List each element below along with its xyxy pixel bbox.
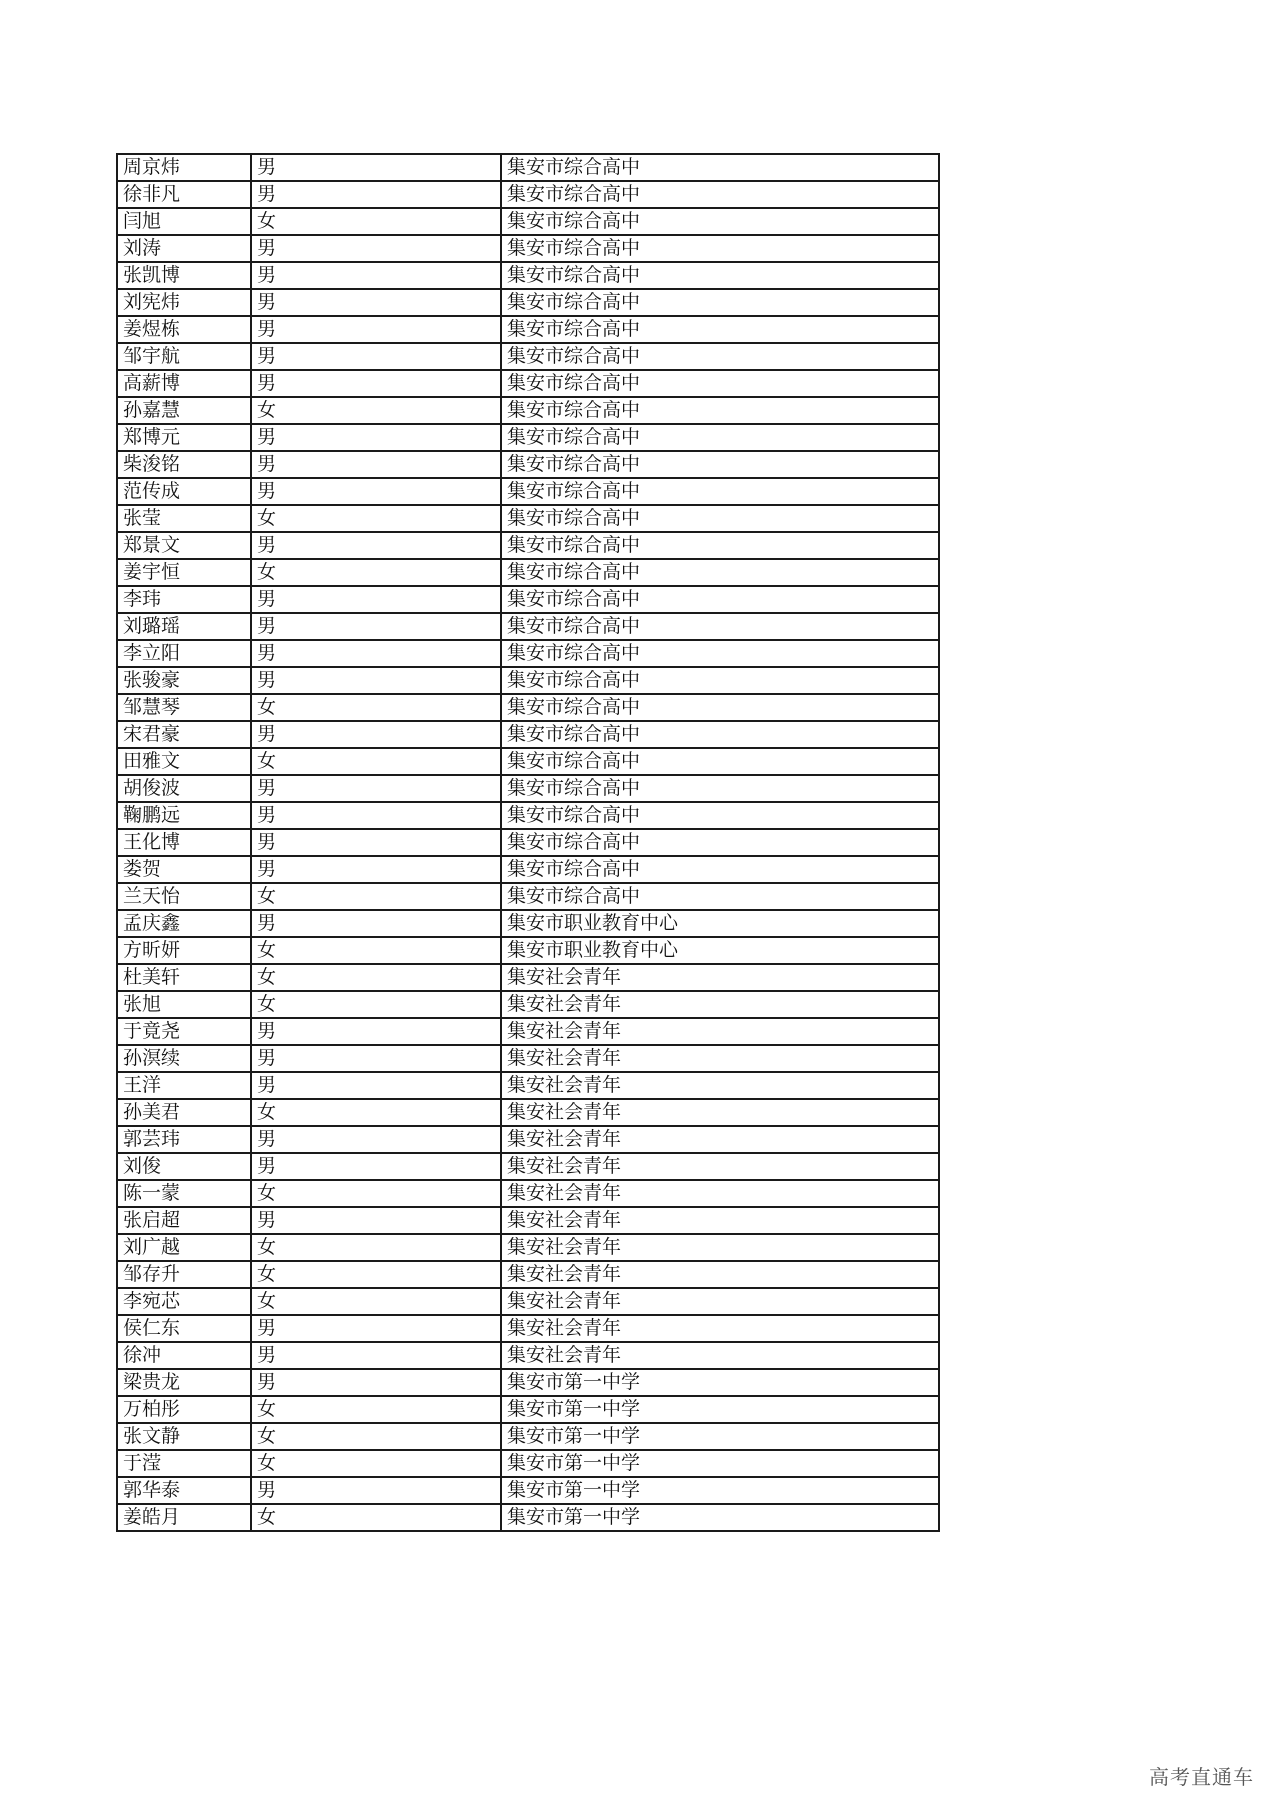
- table-row: [117, 370, 939, 397]
- gender-cell: 女: [251, 1288, 501, 1315]
- table-row: [117, 748, 939, 775]
- gender-cell: 男: [251, 181, 501, 208]
- name-cell: 宋君豪: [117, 721, 251, 748]
- table-row: [117, 1180, 939, 1207]
- school-cell: 集安社会青年: [501, 1207, 939, 1234]
- school-cell: 集安市综合高中: [501, 343, 939, 370]
- gender-cell: 男: [251, 1126, 501, 1153]
- school-cell: 集安社会青年: [501, 1234, 939, 1261]
- table-row: [117, 532, 939, 559]
- school-cell: 集安市综合高中: [501, 154, 939, 181]
- watermark-text: 高考直通车: [1149, 1765, 1254, 1789]
- table-row: [117, 1396, 939, 1423]
- table-row: [117, 1207, 939, 1234]
- name-cell: 刘广越: [117, 1234, 251, 1261]
- school-cell: 集安社会青年: [501, 1018, 939, 1045]
- name-cell: 郭华泰: [117, 1477, 251, 1504]
- school-cell: 集安市综合高中: [501, 289, 939, 316]
- school-cell: 集安社会青年: [501, 964, 939, 991]
- gender-cell: 男: [251, 154, 501, 181]
- table-row: [117, 883, 939, 910]
- name-cell: 王洋: [117, 1072, 251, 1099]
- name-cell: 侯仁东: [117, 1315, 251, 1342]
- gender-cell: 男: [251, 316, 501, 343]
- name-cell: 梁贵龙: [117, 1369, 251, 1396]
- table-row: [117, 1099, 939, 1126]
- school-cell: 集安市第一中学: [501, 1450, 939, 1477]
- school-cell: 集安市职业教育中心: [501, 910, 939, 937]
- table-row: [117, 424, 939, 451]
- table-row: [117, 397, 939, 424]
- table-row: [117, 1477, 939, 1504]
- school-cell: 集安市第一中学: [501, 1423, 939, 1450]
- school-cell: 集安市综合高中: [501, 829, 939, 856]
- name-cell: 杜美轩: [117, 964, 251, 991]
- school-cell: 集安社会青年: [501, 1045, 939, 1072]
- gender-cell: 男: [251, 1018, 501, 1045]
- gender-cell: 女: [251, 748, 501, 775]
- name-cell: 张骏豪: [117, 667, 251, 694]
- school-cell: 集安市第一中学: [501, 1477, 939, 1504]
- school-cell: 集安市综合高中: [501, 505, 939, 532]
- school-cell: 集安市综合高中: [501, 667, 939, 694]
- name-cell: 郑博元: [117, 424, 251, 451]
- school-cell: 集安市综合高中: [501, 181, 939, 208]
- roster-table: [116, 153, 940, 1532]
- gender-cell: 男: [251, 235, 501, 262]
- gender-cell: 男: [251, 262, 501, 289]
- roster-sheet: [116, 153, 938, 1532]
- gender-cell: 男: [251, 775, 501, 802]
- gender-cell: 女: [251, 991, 501, 1018]
- school-cell: 集安市综合高中: [501, 856, 939, 883]
- name-cell: 张凯博: [117, 262, 251, 289]
- name-cell: 方昕妍: [117, 937, 251, 964]
- table-row: [117, 1288, 939, 1315]
- name-cell: 高薪博: [117, 370, 251, 397]
- school-cell: 集安社会青年: [501, 1126, 939, 1153]
- gender-cell: 男: [251, 1153, 501, 1180]
- name-cell: 李宛芯: [117, 1288, 251, 1315]
- roster-body: [117, 154, 939, 1531]
- gender-cell: 女: [251, 559, 501, 586]
- name-cell: 刘宪炜: [117, 289, 251, 316]
- school-cell: 集安市综合高中: [501, 208, 939, 235]
- school-cell: 集安社会青年: [501, 1072, 939, 1099]
- gender-cell: 男: [251, 532, 501, 559]
- table-row: [117, 262, 939, 289]
- gender-cell: 男: [251, 1045, 501, 1072]
- name-cell: 万柏彤: [117, 1396, 251, 1423]
- table-row: [117, 208, 939, 235]
- name-cell: 郑景文: [117, 532, 251, 559]
- name-cell: 孙嘉慧: [117, 397, 251, 424]
- name-cell: 刘璐瑶: [117, 613, 251, 640]
- table-row: [117, 505, 939, 532]
- gender-cell: 男: [251, 829, 501, 856]
- table-row: [117, 1018, 939, 1045]
- table-row: [117, 991, 939, 1018]
- gender-cell: 男: [251, 1369, 501, 1396]
- table-row: [117, 1369, 939, 1396]
- gender-cell: 男: [251, 478, 501, 505]
- school-cell: 集安社会青年: [501, 1261, 939, 1288]
- name-cell: 刘俊: [117, 1153, 251, 1180]
- gender-cell: 男: [251, 343, 501, 370]
- school-cell: 集安市综合高中: [501, 424, 939, 451]
- table-row: [117, 856, 939, 883]
- name-cell: 邹慧琴: [117, 694, 251, 721]
- gender-cell: 女: [251, 1261, 501, 1288]
- gender-cell: 男: [251, 451, 501, 478]
- school-cell: 集安市第一中学: [501, 1369, 939, 1396]
- table-row: [117, 1045, 939, 1072]
- gender-cell: 女: [251, 505, 501, 532]
- name-cell: 姜煜栋: [117, 316, 251, 343]
- gender-cell: 男: [251, 640, 501, 667]
- school-cell: 集安社会青年: [501, 1342, 939, 1369]
- gender-cell: 女: [251, 397, 501, 424]
- gender-cell: 男: [251, 289, 501, 316]
- gender-cell: 男: [251, 370, 501, 397]
- gender-cell: 女: [251, 1099, 501, 1126]
- school-cell: 集安市综合高中: [501, 775, 939, 802]
- school-cell: 集安市综合高中: [501, 451, 939, 478]
- table-row: [117, 559, 939, 586]
- name-cell: 李立阳: [117, 640, 251, 667]
- gender-cell: 男: [251, 856, 501, 883]
- name-cell: 张莹: [117, 505, 251, 532]
- gender-cell: 女: [251, 694, 501, 721]
- school-cell: 集安社会青年: [501, 1288, 939, 1315]
- school-cell: 集安市综合高中: [501, 694, 939, 721]
- name-cell: 闫旭: [117, 208, 251, 235]
- school-cell: 集安社会青年: [501, 1153, 939, 1180]
- table-row: [117, 829, 939, 856]
- gender-cell: 女: [251, 1180, 501, 1207]
- school-cell: 集安市第一中学: [501, 1504, 939, 1531]
- name-cell: 姜皓月: [117, 1504, 251, 1531]
- gender-cell: 女: [251, 1450, 501, 1477]
- table-row: [117, 1126, 939, 1153]
- name-cell: 徐冲: [117, 1342, 251, 1369]
- name-cell: 于滢: [117, 1450, 251, 1477]
- gender-cell: 男: [251, 1477, 501, 1504]
- school-cell: 集安市综合高中: [501, 478, 939, 505]
- table-row: [117, 181, 939, 208]
- name-cell: 兰天怡: [117, 883, 251, 910]
- gender-cell: 男: [251, 1072, 501, 1099]
- name-cell: 张旭: [117, 991, 251, 1018]
- name-cell: 范传成: [117, 478, 251, 505]
- name-cell: 陈一蒙: [117, 1180, 251, 1207]
- school-cell: 集安市第一中学: [501, 1396, 939, 1423]
- school-cell: 集安社会青年: [501, 1099, 939, 1126]
- school-cell: 集安市综合高中: [501, 262, 939, 289]
- school-cell: 集安社会青年: [501, 1180, 939, 1207]
- table-row: [117, 613, 939, 640]
- school-cell: 集安市综合高中: [501, 613, 939, 640]
- gender-cell: 男: [251, 424, 501, 451]
- name-cell: 孙溟续: [117, 1045, 251, 1072]
- table-row: [117, 1450, 939, 1477]
- gender-cell: 女: [251, 208, 501, 235]
- name-cell: 鞠鹏远: [117, 802, 251, 829]
- name-cell: 胡俊波: [117, 775, 251, 802]
- name-cell: 李玮: [117, 586, 251, 613]
- table-row: [117, 1342, 939, 1369]
- name-cell: 邹宇航: [117, 343, 251, 370]
- gender-cell: 男: [251, 1342, 501, 1369]
- gender-cell: 男: [251, 1207, 501, 1234]
- table-row: [117, 1234, 939, 1261]
- table-row: [117, 1072, 939, 1099]
- table-row: [117, 1153, 939, 1180]
- gender-cell: 男: [251, 613, 501, 640]
- name-cell: 孟庆鑫: [117, 910, 251, 937]
- gender-cell: 男: [251, 910, 501, 937]
- table-row: [117, 937, 939, 964]
- table-row: [117, 640, 939, 667]
- gender-cell: 女: [251, 1396, 501, 1423]
- table-row: [117, 802, 939, 829]
- school-cell: 集安市综合高中: [501, 397, 939, 424]
- school-cell: 集安市综合高中: [501, 802, 939, 829]
- school-cell: 集安市综合高中: [501, 883, 939, 910]
- gender-cell: 男: [251, 721, 501, 748]
- table-row: [117, 235, 939, 262]
- table-row: [117, 1315, 939, 1342]
- school-cell: 集安市综合高中: [501, 235, 939, 262]
- school-cell: 集安市综合高中: [501, 640, 939, 667]
- gender-cell: 女: [251, 1423, 501, 1450]
- table-row: [117, 289, 939, 316]
- name-cell: 刘涛: [117, 235, 251, 262]
- gender-cell: 女: [251, 1504, 501, 1531]
- table-row: [117, 694, 939, 721]
- table-row: [117, 586, 939, 613]
- name-cell: 于竟尧: [117, 1018, 251, 1045]
- table-row: [117, 1504, 939, 1531]
- school-cell: 集安市综合高中: [501, 721, 939, 748]
- school-cell: 集安社会青年: [501, 991, 939, 1018]
- table-row: [117, 316, 939, 343]
- name-cell: 孙美君: [117, 1099, 251, 1126]
- name-cell: 姜宇恒: [117, 559, 251, 586]
- school-cell: 集安市综合高中: [501, 559, 939, 586]
- name-cell: 周京炜: [117, 154, 251, 181]
- gender-cell: 男: [251, 802, 501, 829]
- table-row: [117, 775, 939, 802]
- gender-cell: 男: [251, 667, 501, 694]
- table-row: [117, 154, 939, 181]
- table-row: [117, 343, 939, 370]
- name-cell: 徐非凡: [117, 181, 251, 208]
- gender-cell: 女: [251, 1234, 501, 1261]
- school-cell: 集安社会青年: [501, 1315, 939, 1342]
- gender-cell: 男: [251, 586, 501, 613]
- gender-cell: 女: [251, 937, 501, 964]
- name-cell: 柴浚铭: [117, 451, 251, 478]
- table-row: [117, 1423, 939, 1450]
- name-cell: 张启超: [117, 1207, 251, 1234]
- table-row: [117, 667, 939, 694]
- name-cell: 王化博: [117, 829, 251, 856]
- table-row: [117, 721, 939, 748]
- table-row: [117, 478, 939, 505]
- school-cell: 集安市综合高中: [501, 316, 939, 343]
- school-cell: 集安市职业教育中心: [501, 937, 939, 964]
- name-cell: 张文静: [117, 1423, 251, 1450]
- table-row: [117, 1261, 939, 1288]
- name-cell: 邹存升: [117, 1261, 251, 1288]
- school-cell: 集安市综合高中: [501, 748, 939, 775]
- school-cell: 集安市综合高中: [501, 586, 939, 613]
- name-cell: 田雅文: [117, 748, 251, 775]
- table-row: [117, 451, 939, 478]
- gender-cell: 女: [251, 964, 501, 991]
- name-cell: 娄贺: [117, 856, 251, 883]
- gender-cell: 女: [251, 883, 501, 910]
- name-cell: 郭芸玮: [117, 1126, 251, 1153]
- school-cell: 集安市综合高中: [501, 370, 939, 397]
- gender-cell: 男: [251, 1315, 501, 1342]
- table-row: [117, 910, 939, 937]
- table-row: [117, 964, 939, 991]
- school-cell: 集安市综合高中: [501, 532, 939, 559]
